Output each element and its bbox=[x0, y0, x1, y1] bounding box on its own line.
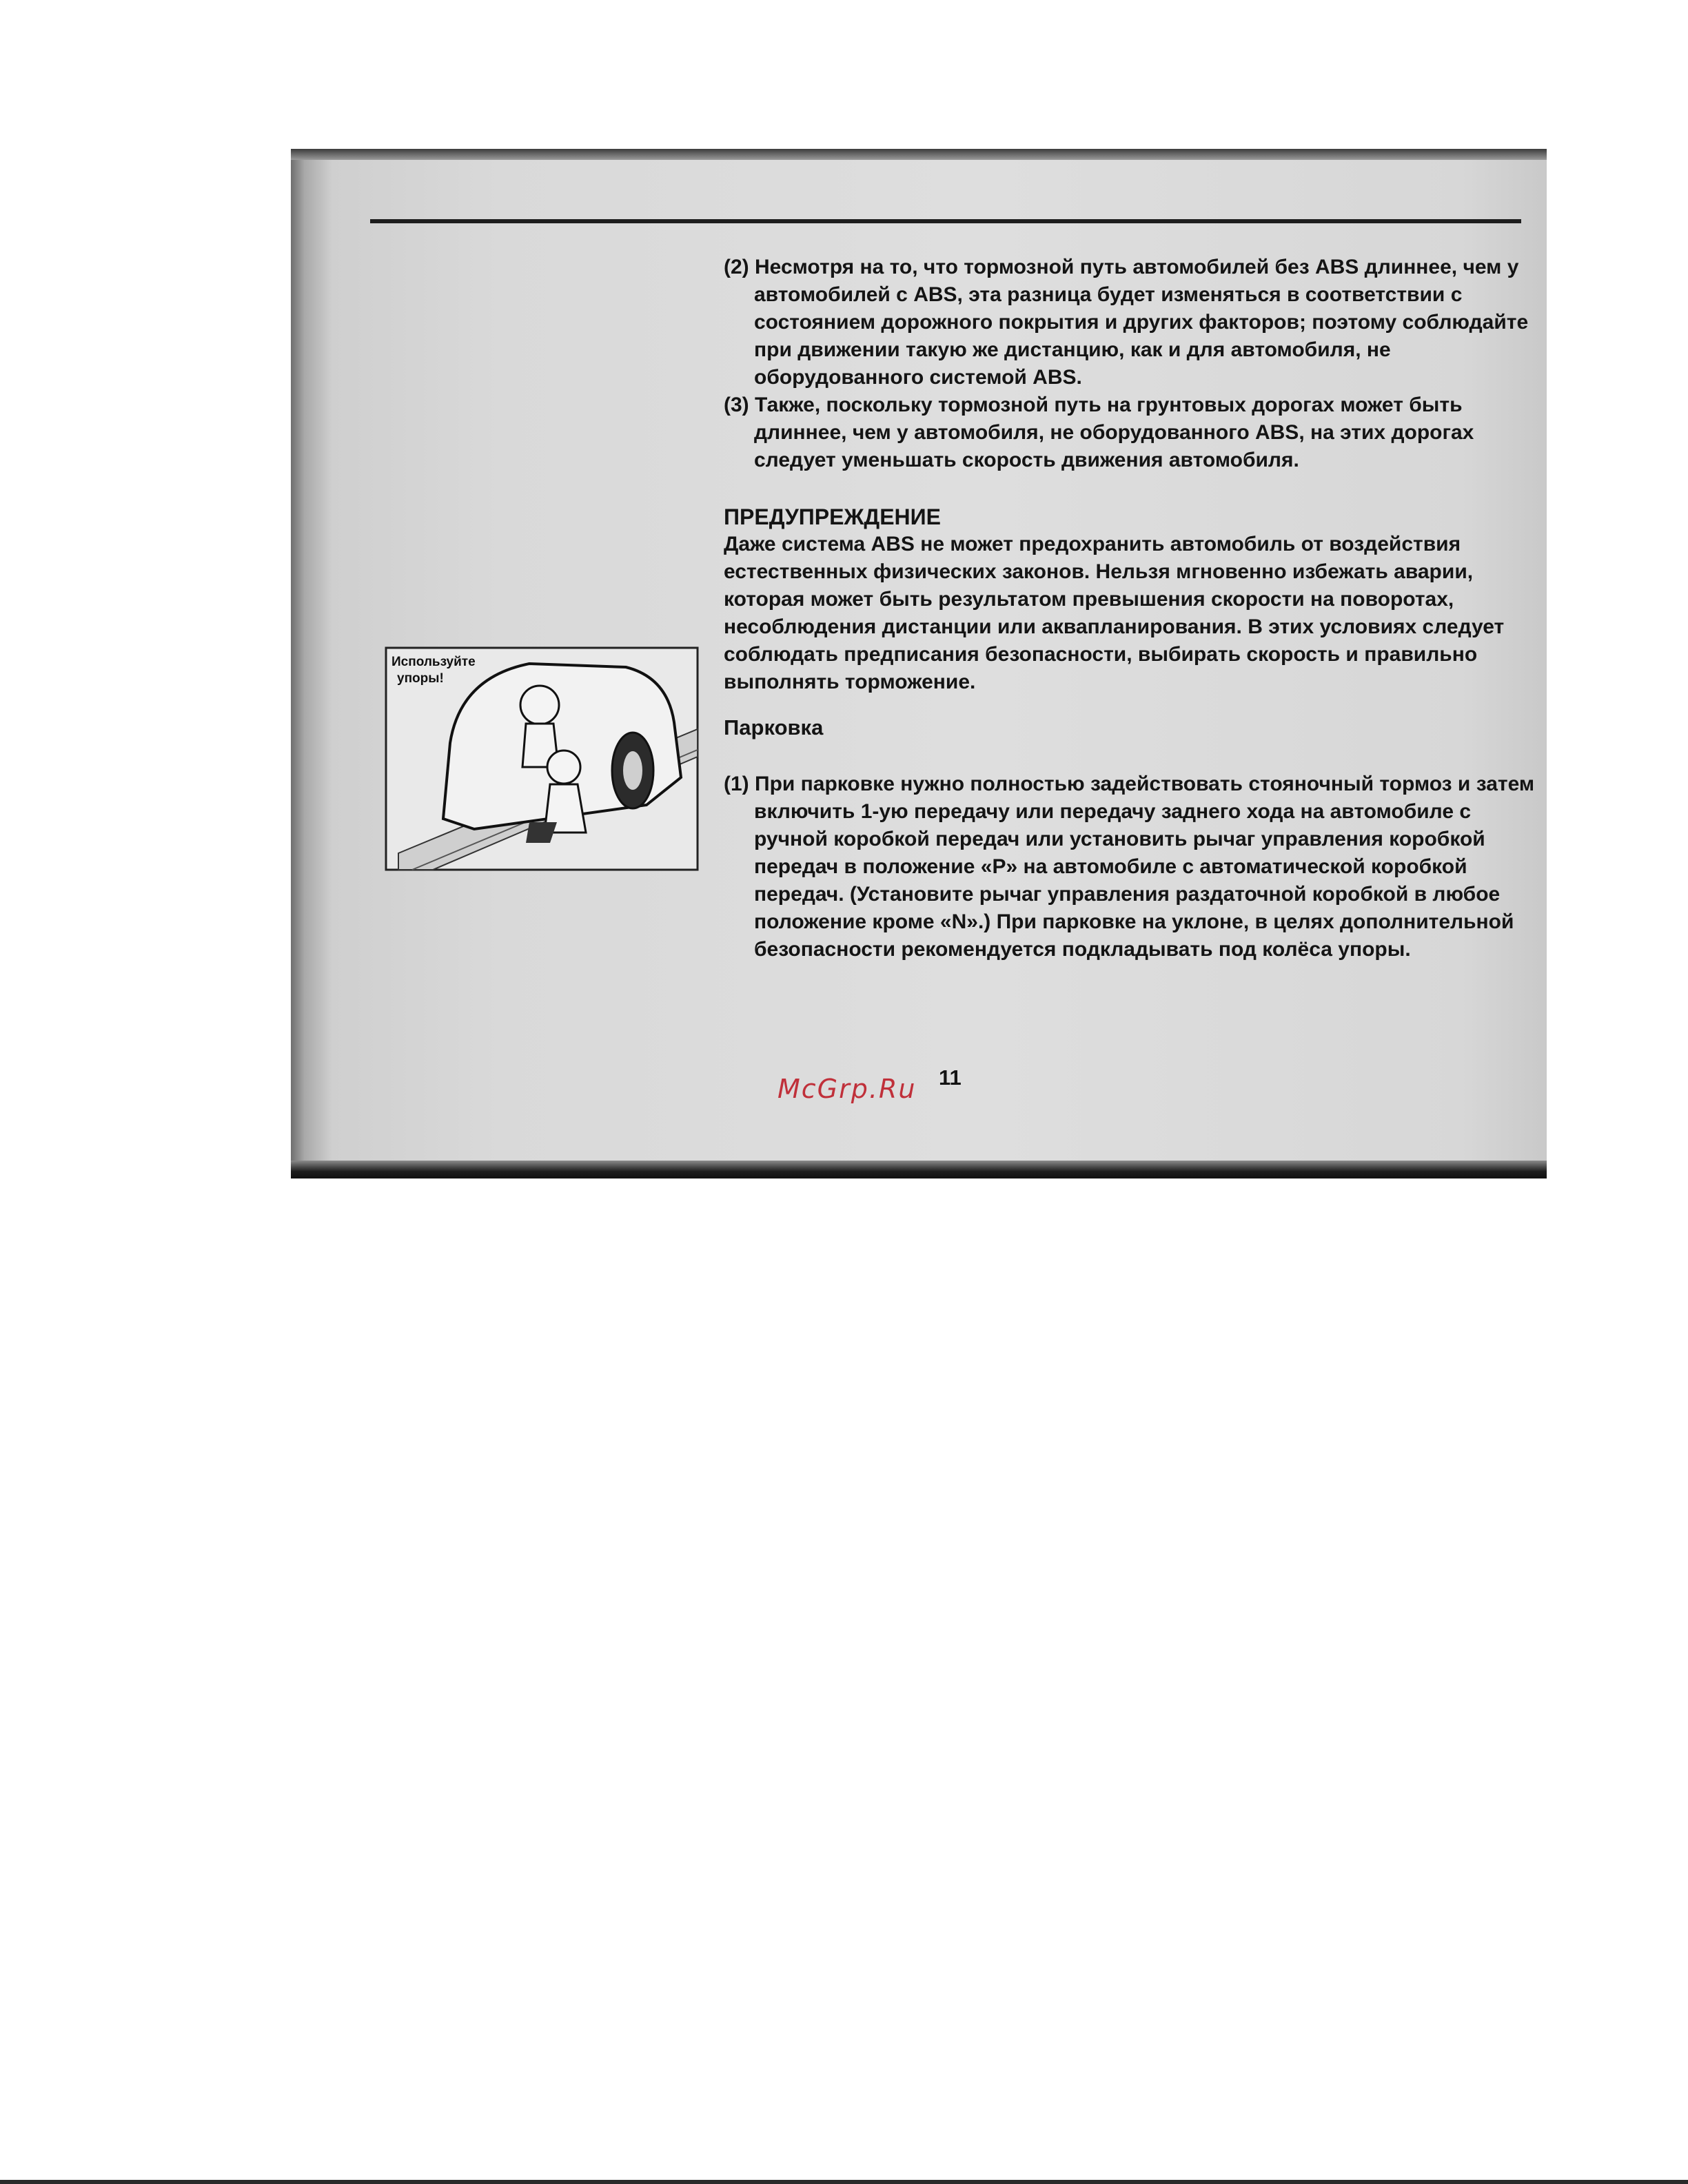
page-number: 11 bbox=[939, 1065, 962, 1090]
warning-text: Даже система ABS не может предохранить автомобиль от воздействия естественных физических законов. Нельзя мгновенно избежать аварии, которая может быть результатом превышения скорости на поворотах, несоблюдения дистанции или аквапланирования. В этих условиях следует соблюдать предписания безопасности, выбирать скорость и правильно выполнять торможение. bbox=[724, 533, 1505, 693]
car-hub bbox=[623, 751, 642, 790]
list-item-3: (3) Также, поскольку тормозной путь на грунтовых дорогах может быть длиннее, чем у автомобиля, не оборудованного ABS, на этих дорогах следует уменьшать скорость движения автомобиля. bbox=[724, 394, 1474, 471]
person-2-head bbox=[547, 751, 580, 784]
wheel-chock-illustration bbox=[385, 646, 699, 871]
list-item-2: (2) Несмотря на то, что тормозной путь автомобилей без ABS длиннее, чем у автомобилей с ABS, эта разница будет изменяться в соответствии с состоянием дорожного покрытия и других факторов; поэтому соблюдайте при движении такую же дистанцию, как и для автомобиля, не оборудованного системой ABS. bbox=[724, 256, 1529, 389]
parking-title: Парковка bbox=[724, 715, 824, 739]
warning-title: ПРЕДУПРЕЖДЕНИЕ bbox=[724, 504, 941, 529]
watermark: McGrp.Ru bbox=[777, 1074, 917, 1104]
person-1-head bbox=[520, 686, 559, 724]
illustration-caption-line1: Используйте bbox=[392, 655, 476, 669]
header-rule bbox=[370, 219, 1521, 223]
scan-top-edge bbox=[291, 149, 1547, 160]
scan-bottom-edge bbox=[291, 1161, 1547, 1178]
scanned-page bbox=[291, 149, 1547, 1178]
text-column bbox=[724, 254, 1537, 963]
illustration-caption-line2: упоры! bbox=[397, 671, 444, 686]
parking-item-1: (1) При парковке нужно полностью задействовать стояночный тормоз и затем включить 1-ую передачу или передачу заднего хода на автомобиле с ручной коробкой передач или установить рычаг управления коробкой передач в положение «P» на автомобиле с автоматической коробкой передач. (Установите рычаг управления раздаточной коробкой в любое положение кроме «N».) При парковке на уклоне, в целях дополнительной безопасности рекомендуется подкладывать под колёса упоры. bbox=[724, 773, 1535, 961]
footer-line bbox=[0, 2180, 1688, 2184]
